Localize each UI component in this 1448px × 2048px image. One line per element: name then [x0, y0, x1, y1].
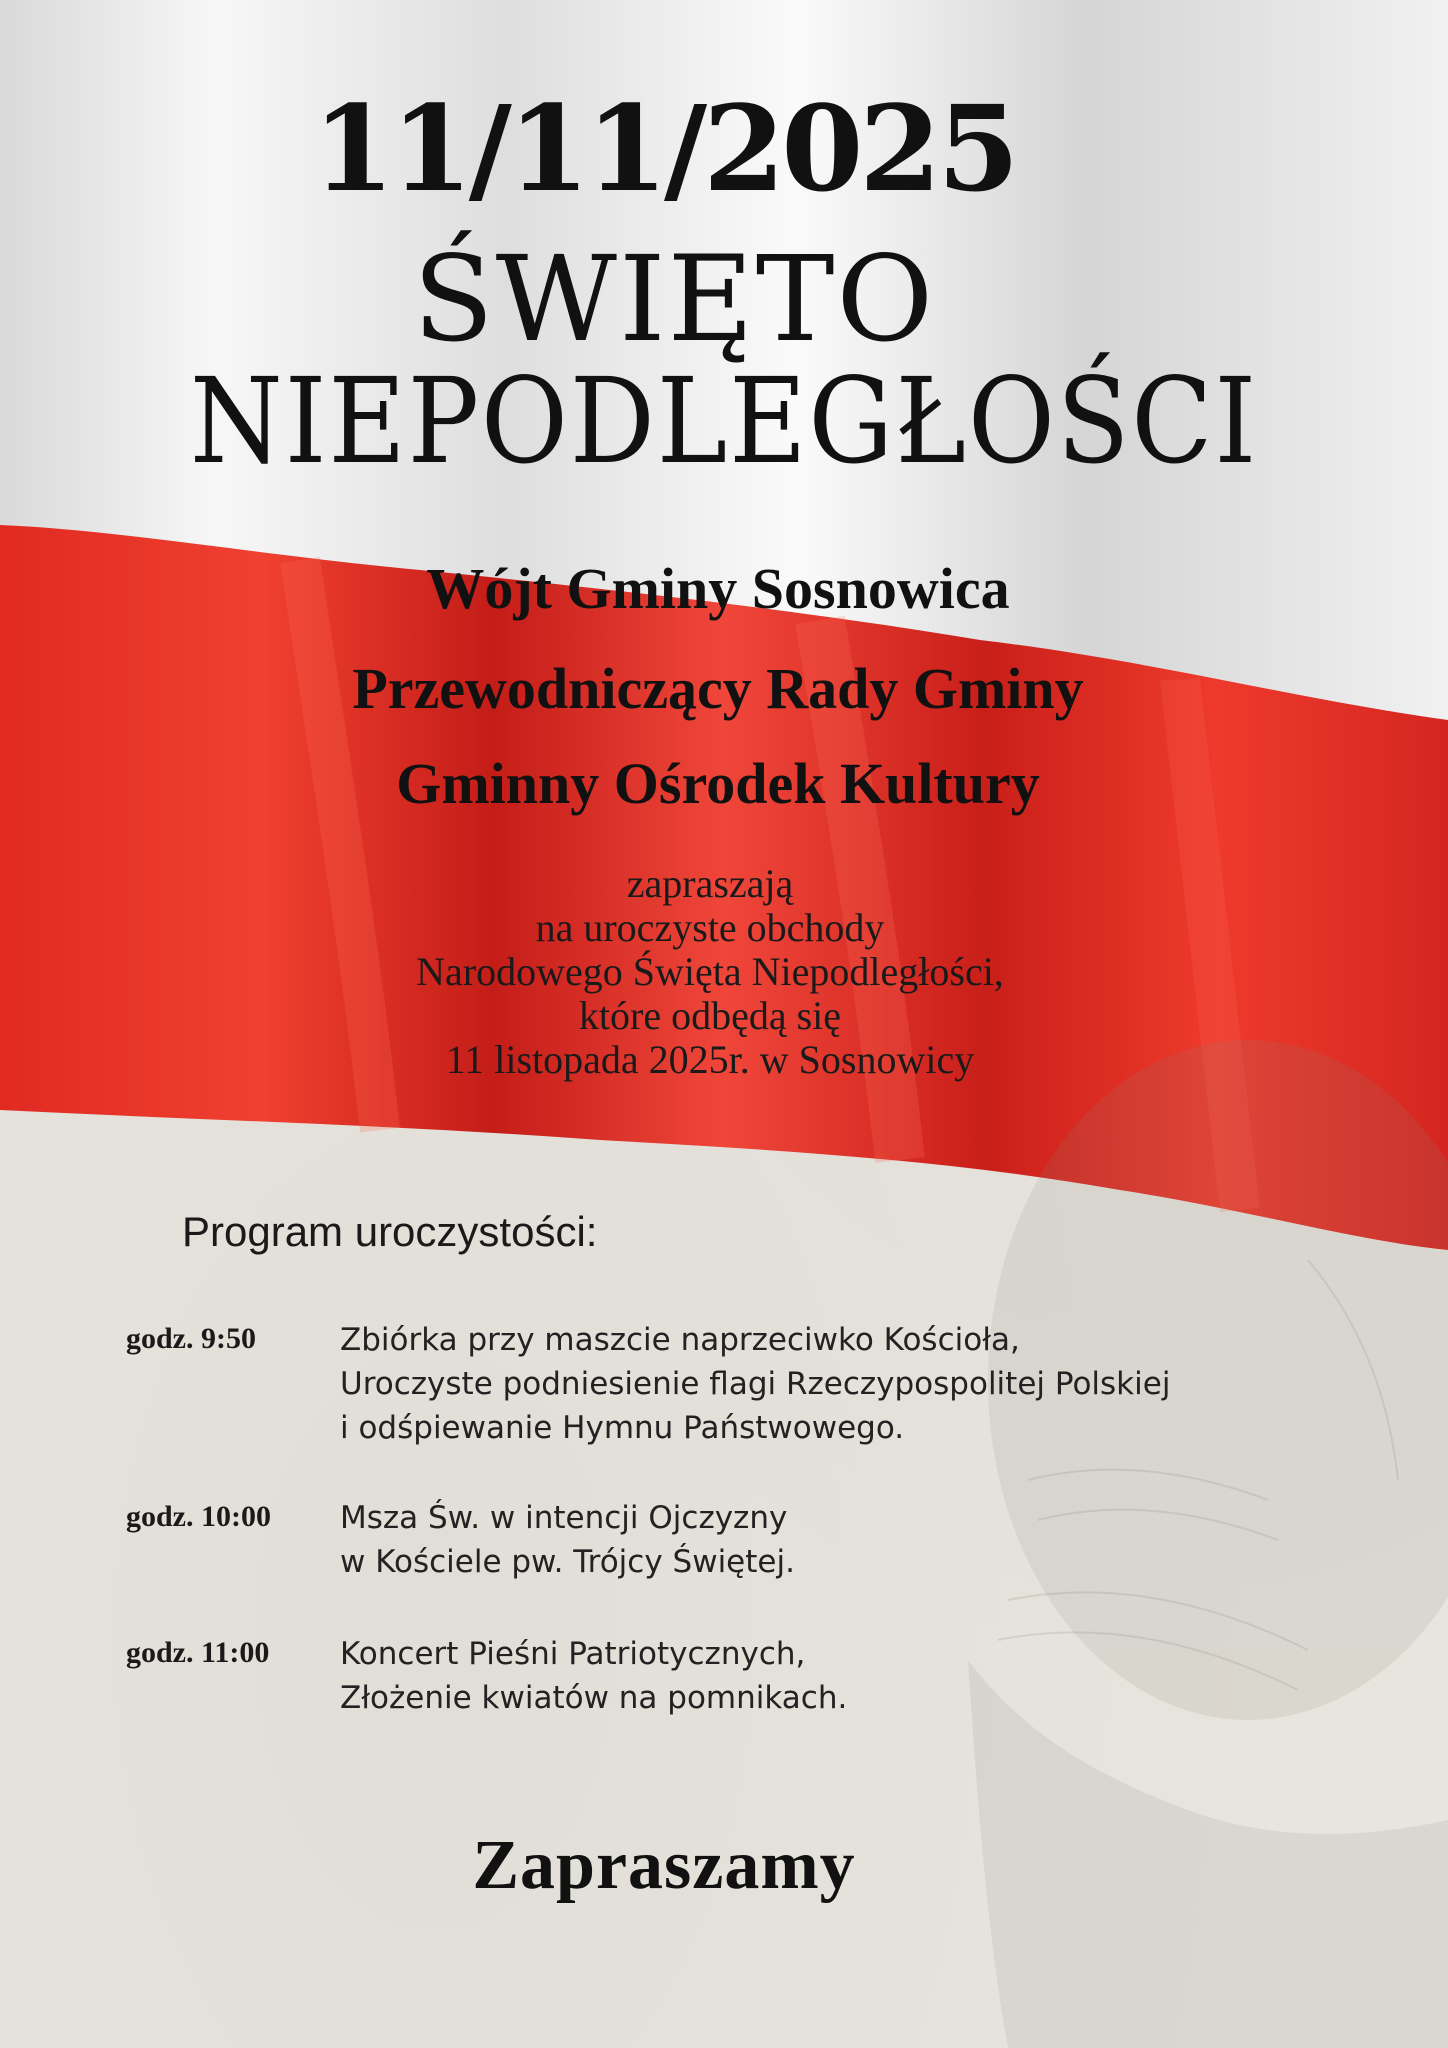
program-item-description: [340, 1632, 847, 1720]
invitation-line: 11 listopada 2025r. w Sosnowicy: [445, 1037, 975, 1082]
organizer-2: Przewodniczący Rady Gminy: [352, 656, 1084, 721]
program-item-description: [340, 1318, 1170, 1450]
organizer-1: Wójt Gminy Sosnowica: [426, 556, 1010, 621]
program-item-time: godz. 9:50: [126, 1322, 256, 1355]
closing-invitation: Zapraszamy: [472, 1827, 856, 1904]
program-item-line: Zbiórka przy maszcie naprzeciwko Kościoła,: [340, 1322, 1020, 1358]
invitation-text: [0, 862, 1434, 1082]
invitation-line: na uroczyste obchody: [535, 905, 885, 950]
program-item-line: Uroczyste podniesienie flagi Rzeczypospolitej Polskiej: [340, 1366, 1171, 1402]
program-title: Program uroczystości:: [182, 1208, 598, 1255]
invitation-line: Narodowego Święta Niepodległości,: [416, 949, 1004, 994]
program-item-line: Złożenie kwiatów na pomnikach.: [340, 1680, 848, 1716]
organizer-3: Gminny Ośrodek Kultury: [396, 751, 1040, 816]
invitation-line: zapraszają: [626, 861, 794, 906]
event-title-line-2: NIEPODLEGŁOŚCI: [189, 352, 1259, 490]
program-item-time: godz. 10:00: [126, 1500, 271, 1533]
program-item-line: Msza Św. w intencji Ojczyzny: [340, 1500, 788, 1536]
event-title-line-1: ŚWIĘTO: [412, 230, 936, 368]
program-item-line: w Kościele pw. Trójcy Świętej.: [340, 1544, 795, 1580]
program-item-description: [340, 1496, 795, 1584]
event-date: 11/11/2025: [312, 79, 1016, 218]
program-item-line: i odśpiewanie Hymnu Państwowego.: [340, 1410, 905, 1446]
program-item-line: Koncert Pieśni Patriotycznych,: [340, 1636, 806, 1672]
invitation-line: które odbędą się: [578, 993, 842, 1038]
program-item-time: godz. 11:00: [126, 1636, 270, 1669]
